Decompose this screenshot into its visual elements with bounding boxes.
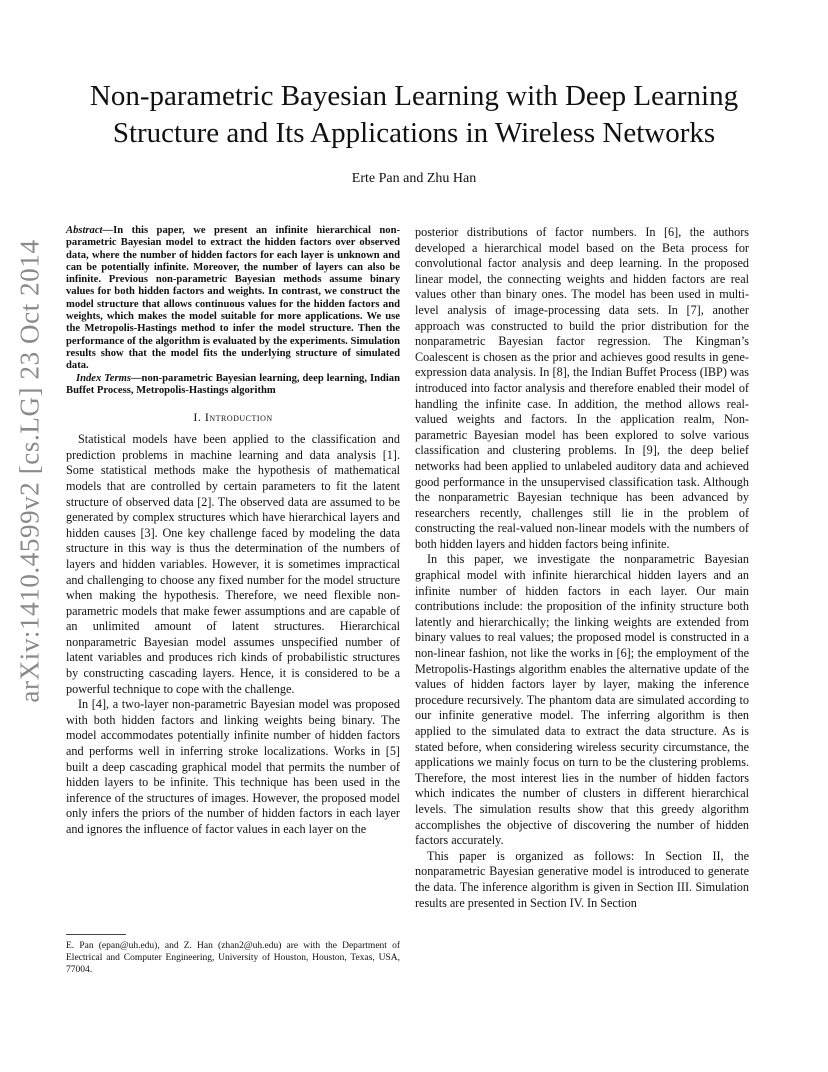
body-paragraph: This paper is organized as follows: In Section II, the nonparametric Bayesian generative model is introduced to generate the data. The inference algorithm is given in Section III. Simulation results are presented in Section IV. In Section [415,848,749,910]
index-terms-label: Index Terms [76,372,131,384]
left-column [66,225,400,838]
paper-title [60,78,768,152]
section-heading: I. Introduction [193,410,273,425]
author-footnote: E. Pan (epan@uh.edu), and Z. Han (zhan2@uh.edu) are with the Department of Electrical and Computer Engineering, University of Houston, Houston, Texas, USA, 77004. [66,941,400,975]
index-terms [66,373,400,398]
body-paragraph: posterior distributions of factor numbers. In [6], the authors developed a hierarchical model based on the Beta process for convolutional factor analysis and deep learning. In the proposed linear model, the connecting weights and hidden factors are real values other than binary ones. The model has been used in multi-level analysis of image-processing data sets. In [7], another approach was constructed to build the prior distribution for the nonparametric Bayesian factor regression. The Kingman’s Coalescent is chosen as the prior and achieves good results in gene-expression data analysis. In [8], the Indian Buffet Process (IBP) was introduced into factor analysis and therefore enabled their model of handling the infinite case. In addition, the method allows real-valued weights and factors. In the application realm, Non-parametric Bayesian model has been explored to solve various classification and clustering problems. In [9], the deep belief networks had been applied to unlabeled auditory data and achieved good performance in the unsupervised classification task. Although the nonparametric Bayesian technique has been advanced by researchers recently, challenges still lie in the problem of constructing the real-valued non-linear models with the numbers of both hidden layers and hidden factors being infinite. [415,225,749,551]
index-terms-text: —non-parametric Bayesian learning, deep learning, Indian Buffet Process, Metropolis-Hastings algorithm [66,372,400,396]
title-line: Non-parametric Bayesian Learning with Deep Learning [89,80,739,112]
abstract [66,225,400,373]
abstract-text: —In this paper, we present an infinite hierarchical non-parametric Bayesian model to extract the hidden factors over observed data, where the number of hidden factors for each layer is unknown and can be potentially infinite. Moreover, the number of layers can also be infinite. Previous non-parametric Bayesian methods assume binary values for both hidden factors and weights. In contrast, we construct the model structure that allows continuous values for the hidden factors and weights, which makes the model suitable for more applications. We use the Metropolis-Hastings method to infer the model structure. Then the performance of the algorithm is evaluated by the experiments. Simulation results show that the model fits the underlying structure of simulated data. [66,225,400,372]
footnote-divider [66,934,126,935]
body-paragraph: In this paper, we investigate the nonparametric Bayesian graphical model with infinite hierarchical hidden layers and an infinite number of hidden factors in each layer. Our main contributions include: the proposition of the infinity structure both latently and hierarchically; the linking weights are extended from binary values to real values; the proposed model is constructed in a non-linear fashion, not like the works in [6]; the employment of the Metropolis-Hastings algorithm enables the alternative update of the values of hidden factors layer by layer, making the inference procedure recursively. The phantom data are simulated according to our infinite generative model. The inferring algorithm is then applied to the simulated data to extract the data structure. As is stated before, when considering wireless security circumstance, the applications we mainly focus on turn to be the clustering problems. Therefore, the most interest lies in the number of hidden factors which indicates the number of clusters in different hierarchical levels. The simulation results show that this greedy algorithm accomplishes the objective of discovering the number of hidden factors accurately. [415,552,749,848]
arxiv-stamp [8,239,52,703]
right-column [415,225,749,911]
title-line: Structure and Its Applications in Wireless Networks [112,117,716,149]
body-paragraph: Statistical models have been applied to the classification and prediction problems in machine learning and data analysis [1]. Some statistical methods make the hypothesis of mathematical models that are controlled by certain parameters to fit the latent structure of observed data [2]. The observed data are assumed to be generated by complex structures which have hierarchical layers and hidden causes [3]. One key challenge faced by modeling the data structure in this way is thus the determination of the numbers of layers and hidden variables. However, it is sometimes impractical and challenging to choose any fixed number for the model structure when making the hypothesis. Therefore, we need flexible non-parametric models that make fewer assumptions and are capable of an unlimited amount of latent structures. Hierarchical nonparametric Bayesian model assumes unspecified number of latent variables and produces rich kinds of probabilistic structures by constructing cascading layers. Hence, it is considered to be a powerful technique to cope with the challenge. [66,432,400,696]
arxiv-stamp-text: arXiv:1410.4599v2 [cs.LG] 23 Oct 2014 [14,239,45,703]
author-list: Erte Pan and Zhu Han [351,171,477,186]
body-paragraph: In [4], a two-layer non-parametric Bayesian model was proposed with both hidden factors and linking weights being binary. The model accommodates potentially infinite number of hidden factors and performs well in inferring stroke localizations. Works in [5] built a deep cascading graphical model that permits the number of hidden layers to be infinite. This technique has been used in the inference of the structures of images. However, the proposed model only infers the priors of the number of hidden factors in each layer and ignores the influence of factor values in each layer on the [66,697,400,836]
abstract-label: Abstract [66,225,103,236]
